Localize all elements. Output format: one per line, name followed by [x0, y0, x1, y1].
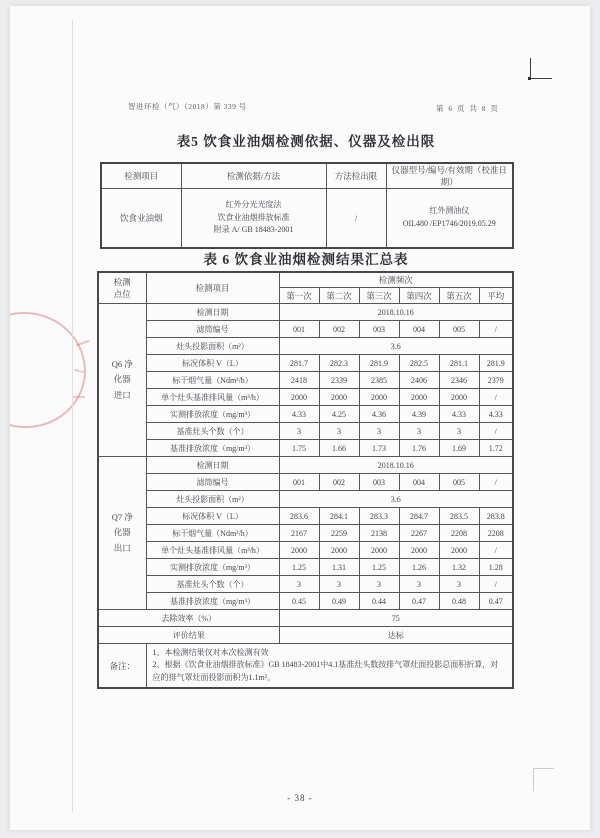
- col-header-point-line: 点位: [113, 289, 131, 299]
- point-label-line: 化器: [113, 374, 131, 385]
- value-cell: 1.66: [319, 440, 359, 457]
- value-cell: 2000: [319, 542, 359, 559]
- value-cell: 4.33: [279, 406, 319, 423]
- document-number: 智进环检（气）（2018）第 339 号: [128, 102, 247, 111]
- value-cell: 2208: [479, 525, 513, 542]
- value-cell: 2000: [279, 542, 319, 559]
- value-cell: 281.1: [439, 355, 479, 372]
- value-cell: 1.75: [279, 440, 319, 457]
- value-cell: 3: [439, 576, 479, 593]
- value-cell: 282.3: [319, 355, 359, 372]
- value-cell: 0.49: [319, 593, 359, 610]
- table5: [100, 162, 514, 249]
- table-row: [98, 491, 513, 508]
- col-header-time-4: 第四次: [399, 288, 439, 304]
- value-cell: /: [479, 576, 513, 593]
- value-cell: 1.25: [279, 559, 319, 576]
- value-cell: 1.72: [479, 440, 513, 457]
- row-label: 实测排放浓度（mg/m³）: [146, 559, 279, 576]
- row-label: 基准排放浓度（mg/m³）: [146, 593, 279, 610]
- value-cell: 1.31: [319, 559, 359, 576]
- table5-data-row: [101, 189, 513, 249]
- row-label: 灶头投影面积（m²）: [146, 338, 279, 355]
- instrument-line: OIL480 /EP1746/2019.05.29: [402, 219, 496, 228]
- col-header-item: 检测项目: [101, 163, 181, 189]
- row-label: 基准灶头个数（个）: [146, 423, 279, 440]
- value-cell: 0.45: [279, 593, 319, 610]
- value-cell-span: 2018.10.16: [279, 304, 513, 321]
- table6-header-row-1: [98, 272, 513, 288]
- value-cell: 281.7: [279, 355, 319, 372]
- crop-mark: [530, 58, 531, 78]
- value-cell: 4.33: [479, 406, 513, 423]
- cell-method: [181, 189, 326, 249]
- value-cell: 2259: [319, 525, 359, 542]
- value-cell: 2267: [399, 525, 439, 542]
- col-header-time-3: 第三次: [359, 288, 399, 304]
- table-row: [98, 576, 513, 593]
- value-cell-span: 2018.10.16: [279, 457, 513, 474]
- value-cell: 003: [359, 474, 399, 491]
- value-cell: 2167: [279, 525, 319, 542]
- value-cell: 2000: [439, 542, 479, 559]
- table-row: [98, 474, 513, 491]
- table6: [97, 271, 514, 689]
- remark-line: 1、本检测结果仅对本次检测有效: [152, 648, 269, 657]
- removal-efficiency-row: [98, 610, 513, 627]
- value-cell: 1.73: [359, 440, 399, 457]
- remark-label: 备注：: [98, 644, 146, 689]
- value-cell: /: [479, 542, 513, 559]
- row-label: 标况体积 V（L）: [146, 508, 279, 525]
- table-row: [98, 372, 513, 389]
- row-label: 滤筒编号: [146, 474, 279, 491]
- value-cell: 1.28: [479, 559, 513, 576]
- remark-line: 2、根据《饮食业油烟排放标准》GB 18483-2001中4.1基准灶头数按排气罩灶面投影总面积折算，对应的排气罩灶面投影面积为1.1m²。: [152, 660, 499, 682]
- table5-title: 表5 饮食业油烟检测依据、仪器及检出限: [176, 134, 436, 149]
- value-cell: 3: [359, 576, 399, 593]
- col-header-point-line: 检测: [113, 277, 131, 287]
- value-cell: /: [479, 389, 513, 406]
- evaluation-result-row: [98, 627, 513, 644]
- value-cell: 281.9: [479, 355, 513, 372]
- value-cell: 2000: [399, 542, 439, 559]
- value-cell: 4.36: [359, 406, 399, 423]
- table-row: [98, 406, 513, 423]
- value-cell: 3: [279, 423, 319, 440]
- value-cell: 003: [359, 321, 399, 338]
- value-cell: 004: [399, 321, 439, 338]
- page-number: - 38 -: [287, 793, 313, 803]
- value-cell: 2418: [279, 372, 319, 389]
- value-cell: 3: [439, 423, 479, 440]
- value-cell: 1.69: [439, 440, 479, 457]
- table-row: [98, 338, 513, 355]
- value-cell: 2339: [319, 372, 359, 389]
- table-row: [98, 440, 513, 457]
- table-row: [98, 304, 513, 321]
- summary-value: 达标: [279, 627, 513, 644]
- value-cell: 282.5: [399, 355, 439, 372]
- table-row: [98, 593, 513, 610]
- corner-mark: [533, 768, 554, 769]
- remark-row: [98, 644, 513, 689]
- col-header-time-5: 第五次: [439, 288, 479, 304]
- crop-mark: [530, 78, 552, 79]
- value-cell: 284.1: [319, 508, 359, 525]
- value-cell: 2138: [359, 525, 399, 542]
- value-cell: 2385: [359, 372, 399, 389]
- value-cell: 283.3: [359, 508, 399, 525]
- col-header-time-2: 第二次: [319, 288, 359, 304]
- value-cell: 2000: [359, 389, 399, 406]
- value-cell: 1.76: [399, 440, 439, 457]
- col-header-time-1: 第一次: [279, 288, 319, 304]
- cell-detection-limit: /: [326, 189, 386, 249]
- value-cell: 3: [399, 576, 439, 593]
- value-cell: 005: [439, 474, 479, 491]
- remark-content: [146, 644, 513, 689]
- method-line: 附录 A/ GB 18483-2001: [213, 225, 294, 235]
- value-cell-span: 3.6: [279, 491, 513, 508]
- cell-item: 饮食业油烟: [101, 189, 181, 249]
- value-cell: 002: [319, 474, 359, 491]
- row-label: 基准灶头个数（个）: [146, 576, 279, 593]
- value-cell: 2406: [399, 372, 439, 389]
- table-row: [98, 542, 513, 559]
- red-seal-mark: [76, 340, 90, 347]
- col-header-instrument: 仪器型号/编号/有效期（校准日期）: [386, 163, 513, 189]
- value-cell: 001: [279, 474, 319, 491]
- method-line: 红外分光光度法: [225, 199, 282, 209]
- value-cell: 2000: [279, 389, 319, 406]
- value-cell: 005: [439, 321, 479, 338]
- table6-title: 表 6 饮食业油烟检测结果汇总表: [203, 252, 409, 267]
- point-label: [98, 457, 146, 610]
- col-header-average: 平均: [479, 288, 513, 304]
- row-label: 滤筒编号: [146, 321, 279, 338]
- value-cell: 4.39: [399, 406, 439, 423]
- summary-label: 评价结果: [98, 627, 279, 644]
- page-indicator: 第 6 页 共 8 页: [436, 104, 500, 113]
- col-header-frequency: 检测频次: [279, 272, 513, 288]
- value-cell: 0.47: [479, 593, 513, 610]
- row-label: 检测日期: [146, 457, 279, 474]
- value-cell: 283.6: [279, 508, 319, 525]
- table5-header-row: [101, 163, 513, 189]
- value-cell: 3: [279, 576, 319, 593]
- point-label-line: Q6 净: [111, 359, 133, 370]
- value-cell: /: [479, 423, 513, 440]
- point-label: [98, 304, 146, 457]
- value-cell: 2000: [399, 389, 439, 406]
- value-cell: 1.25: [359, 559, 399, 576]
- value-cell: 0.48: [439, 593, 479, 610]
- value-cell: 2346: [439, 372, 479, 389]
- row-label: 标况体积 V（L）: [146, 355, 279, 372]
- corner-mark: [533, 768, 534, 791]
- value-cell: 2379: [479, 372, 513, 389]
- value-cell: 3: [319, 423, 359, 440]
- table-row: [98, 355, 513, 372]
- row-label: 单个灶头基准排风量（m³/h）: [146, 542, 279, 559]
- value-cell: 4.33: [439, 406, 479, 423]
- row-label: 实测排放浓度（mg/m³）: [146, 406, 279, 423]
- cell-instrument: [386, 189, 513, 249]
- row-label: 检测日期: [146, 304, 279, 321]
- value-cell: 2000: [319, 389, 359, 406]
- row-label: 基准排放浓度（mg/m³）: [146, 440, 279, 457]
- summary-value: 75: [279, 610, 513, 627]
- value-cell: 3: [399, 423, 439, 440]
- value-cell: 004: [399, 474, 439, 491]
- value-cell: 2208: [439, 525, 479, 542]
- table-row: [98, 389, 513, 406]
- value-cell: /: [479, 321, 513, 338]
- point-label-line: 进口: [113, 389, 131, 400]
- value-cell: 0.44: [359, 593, 399, 610]
- value-cell: 283.5: [439, 508, 479, 525]
- row-label: 标干烟气量（Ndm³/h）: [146, 525, 279, 542]
- value-cell: 283.8: [479, 508, 513, 525]
- table6-summary-body: [98, 610, 513, 689]
- table-row: [98, 321, 513, 338]
- row-label: 单个灶头基准排风量（m³/h）: [146, 389, 279, 406]
- point-label-line: Q7 净: [111, 512, 133, 523]
- method-line: 饮食业油烟排放标准: [217, 212, 290, 222]
- table-row: [98, 525, 513, 542]
- value-cell: 2000: [359, 542, 399, 559]
- point-label-line: 化器: [113, 527, 131, 538]
- table-row: [98, 457, 513, 474]
- col-header-method: 检测依据/方法: [181, 163, 326, 189]
- red-seal-mark: [73, 396, 85, 398]
- col-header-limit: 方法检出限: [326, 163, 386, 189]
- value-cell: 3: [359, 423, 399, 440]
- table-row: [98, 423, 513, 440]
- value-cell: 001: [279, 321, 319, 338]
- table-row: [98, 508, 513, 525]
- table6-sections-body: [98, 304, 513, 610]
- value-cell: 0.47: [399, 593, 439, 610]
- value-cell: 2000: [439, 389, 479, 406]
- summary-label: 去除效率（%）: [98, 610, 279, 627]
- value-cell-span: 3.6: [279, 338, 513, 355]
- value-cell: 284.7: [399, 508, 439, 525]
- value-cell: 3: [319, 576, 359, 593]
- page-edge-shadow: [72, 20, 73, 812]
- value-cell: 4.25: [319, 406, 359, 423]
- value-cell: 002: [319, 321, 359, 338]
- value-cell: 1.26: [399, 559, 439, 576]
- row-label: 灶头投影面积（m²）: [146, 491, 279, 508]
- col-header-point: [98, 272, 146, 304]
- col-header-item: 检测项目: [146, 272, 279, 304]
- value-cell: 281.9: [359, 355, 399, 372]
- instrument-line: 红外测油仪: [429, 206, 470, 216]
- row-label: 标干烟气量（Ndm³/h）: [146, 372, 279, 389]
- point-label-line: 出口: [113, 542, 131, 553]
- value-cell: 1.32: [439, 559, 479, 576]
- value-cell: /: [479, 474, 513, 491]
- table-row: [98, 559, 513, 576]
- crop-mark: [528, 77, 531, 80]
